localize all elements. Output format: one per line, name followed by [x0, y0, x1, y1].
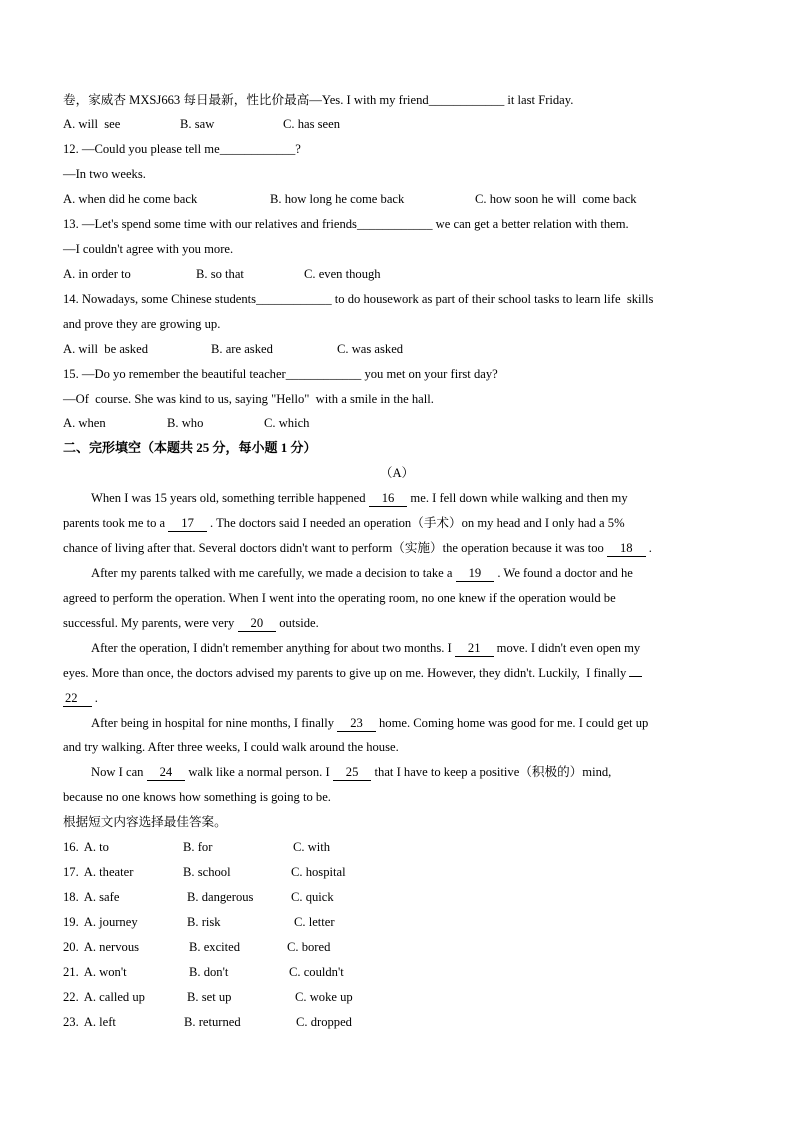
option-b: B. are asked — [211, 341, 273, 356]
question-12-reply: —In two weeks. — [63, 167, 146, 182]
answer-row-17 — [0, 860, 794, 885]
question-12-stem: 12. —Could you please tell me____________? — [63, 142, 301, 157]
question-14-options — [0, 337, 794, 362]
question-number: 21. — [63, 964, 79, 979]
blank-22: 22 — [63, 691, 92, 707]
passage-paragraph-4 — [0, 711, 794, 761]
option-a: A. theater — [83, 865, 134, 880]
passage-text: . The doctors said I needed an operation（手术）on my head and I only had a 5% — [206, 516, 625, 531]
question-number: 22. — [63, 989, 79, 1004]
question-number: 17. — [63, 865, 79, 880]
option-c: C. letter — [294, 914, 335, 929]
question-number: 23. — [63, 1014, 79, 1029]
option-c: C. has seen — [283, 117, 341, 132]
option-a: A. when did he come back — [63, 192, 198, 207]
passage-line — [0, 486, 794, 511]
blank-17: 17 — [168, 516, 207, 532]
passage-text: home. Coming home was good for me. I could get up — [375, 715, 649, 730]
option-a: A. will be asked — [63, 341, 148, 356]
question-number: 16. — [63, 840, 79, 855]
passage-text: outside. — [276, 615, 319, 630]
blank-22-start — [629, 663, 642, 677]
answer-row-23 — [0, 1010, 794, 1035]
passage-line — [0, 611, 794, 636]
option-a: A. when — [63, 416, 106, 431]
option-c: C. dropped — [296, 1014, 352, 1029]
option-b: B. school — [183, 865, 231, 880]
section-heading: 二、完形填空（本题共 25 分，每小题 1 分） — [63, 440, 317, 456]
passage-line — [0, 760, 794, 785]
question-15-stem: 15. —Do yo remember the beautiful teacher____________ you met on your first day? — [63, 366, 498, 381]
option-b: B. set up — [187, 989, 232, 1004]
question-14-stem-continued: and prove they are growing up. — [63, 316, 221, 331]
passage-text: After my parents talked with me carefully, we made a decision to take a — [91, 566, 456, 581]
question-11-options — [0, 112, 794, 137]
option-c: C. with — [293, 840, 331, 855]
question-14-stem: 14. Nowadays, some Chinese students____________ to do housework as part of their school tasks to learn life skills — [63, 291, 654, 306]
passage-text: . We found a doctor and he — [494, 566, 633, 581]
option-a: A. to — [83, 840, 109, 855]
passage-line — [0, 561, 794, 586]
passage-line — [0, 686, 794, 711]
option-a: A. will see — [63, 117, 121, 132]
option-a: A. won't — [83, 964, 127, 979]
blank-19: 19 — [456, 566, 495, 582]
passage-text: After the operation, I didn't remember anything for about two months. I — [91, 640, 455, 655]
option-a: A. safe — [83, 890, 120, 904]
passage-text: After being in hospital for nine months, I finally — [91, 715, 338, 730]
question-number: 19. — [63, 914, 79, 929]
question-number: 20. — [63, 939, 79, 954]
blank-18: 18 — [607, 541, 646, 557]
option-c: C. how soon he will come back — [475, 192, 637, 207]
multiple-choice-section — [0, 88, 794, 437]
question-11-stem: 卷，家威杏 MXSJ663 每日最新，性比价最高—Yes. I with my friend____________ it last Friday. — [63, 92, 574, 107]
option-c: C. couldn't — [289, 964, 344, 979]
passage-text: walk like a normal person. I — [185, 765, 333, 780]
question-13-stem: 13. —Let's spend some time with our relatives and friends____________ we can get a better relation with them. — [63, 217, 629, 232]
option-b: B. returned — [184, 1014, 241, 1029]
blank-20: 20 — [238, 616, 277, 632]
passage-line — [0, 636, 794, 661]
passage-line — [0, 661, 794, 686]
option-c: C. which — [264, 416, 310, 431]
question-number: 18. — [63, 890, 79, 904]
passage-label: （A） — [379, 466, 415, 481]
question-15-options — [0, 411, 794, 436]
question-13-options — [0, 262, 794, 287]
option-b: B. excited — [189, 939, 241, 954]
option-a: A. left — [83, 1014, 116, 1029]
answer-row-18 — [0, 885, 794, 910]
answer-row-21 — [0, 960, 794, 985]
option-c: C. woke up — [295, 989, 353, 1004]
option-c: C. hospital — [291, 865, 346, 880]
answer-row-22 — [0, 985, 794, 1010]
question-15-reply: —Of course. She was kind to us, saying "Hello" with a smile in the hall. — [63, 391, 434, 406]
passage-paragraph-3 — [0, 636, 794, 711]
passage-text: . — [91, 690, 98, 705]
passage-text: When I was 15 years old, something terrible happened — [91, 491, 369, 506]
option-b: B. saw — [180, 117, 215, 132]
option-b: B. don't — [189, 964, 229, 979]
passage-line: because no one knows how something is going to be. — [63, 790, 331, 805]
option-a: A. called up — [83, 989, 145, 1004]
option-b: B. risk — [187, 914, 221, 929]
passage-line: and try walking. After three weeks, I could walk around the house. — [63, 740, 399, 755]
answer-row-19 — [0, 910, 794, 935]
question-13-reply: —I couldn't agree with you more. — [63, 242, 234, 257]
option-b: B. how long he come back — [270, 192, 405, 207]
option-b: B. who — [167, 416, 204, 431]
blank-16: 16 — [369, 491, 408, 507]
cloze-section — [0, 436, 794, 1034]
option-b: B. so that — [196, 266, 244, 281]
passage-paragraph-5 — [0, 760, 794, 810]
option-c: C. even though — [304, 266, 381, 281]
option-a: A. journey — [83, 914, 138, 929]
passage-line — [0, 711, 794, 736]
answer-row-20 — [0, 935, 794, 960]
passage-text: me. I fell down while walking and then my — [407, 491, 628, 506]
passage-text: move. I didn't even open my — [493, 640, 641, 655]
question-12-options — [0, 187, 794, 212]
passage-text: . — [645, 541, 652, 556]
passage-text: eyes. More than once, the doctors advised my parents to give up on me. However, they didn't. Luckily, I finally — [63, 665, 630, 680]
option-c: C. was asked — [337, 341, 404, 356]
answer-options-list — [0, 835, 794, 1034]
blank-23: 23 — [337, 716, 376, 732]
passage-paragraph-2 — [0, 561, 794, 636]
blank-25: 25 — [333, 765, 372, 781]
option-b: B. dangerous — [187, 890, 254, 904]
passage-text: that I have to keep a positive（积极的）mind, — [371, 765, 612, 780]
blank-24: 24 — [147, 765, 186, 781]
passage-paragraph-1 — [0, 486, 794, 561]
blank-21: 21 — [455, 641, 494, 657]
answer-row-16 — [0, 835, 794, 860]
passage-line — [0, 511, 794, 536]
passage-line — [0, 536, 794, 561]
option-a: A. nervous — [83, 939, 140, 954]
cloze-instruction: 根据短文内容选择最佳答案。 — [63, 815, 227, 830]
passage-line: agreed to perform the operation. When I went into the operating room, no one knew if the operation would be — [63, 590, 616, 605]
option-c: C. bored — [287, 939, 331, 954]
passage-text: chance of living after that. Several doctors didn't want to perform（实施）the operation because it was too — [63, 541, 607, 556]
passage-text: Now I can — [91, 765, 147, 780]
option-b: B. for — [183, 840, 213, 855]
passage-text: parents took me to a — [63, 516, 169, 531]
option-c: C. quick — [291, 890, 334, 904]
passage-text: successful. My parents, were very — [63, 615, 238, 630]
option-a: A. in order to — [63, 266, 131, 281]
